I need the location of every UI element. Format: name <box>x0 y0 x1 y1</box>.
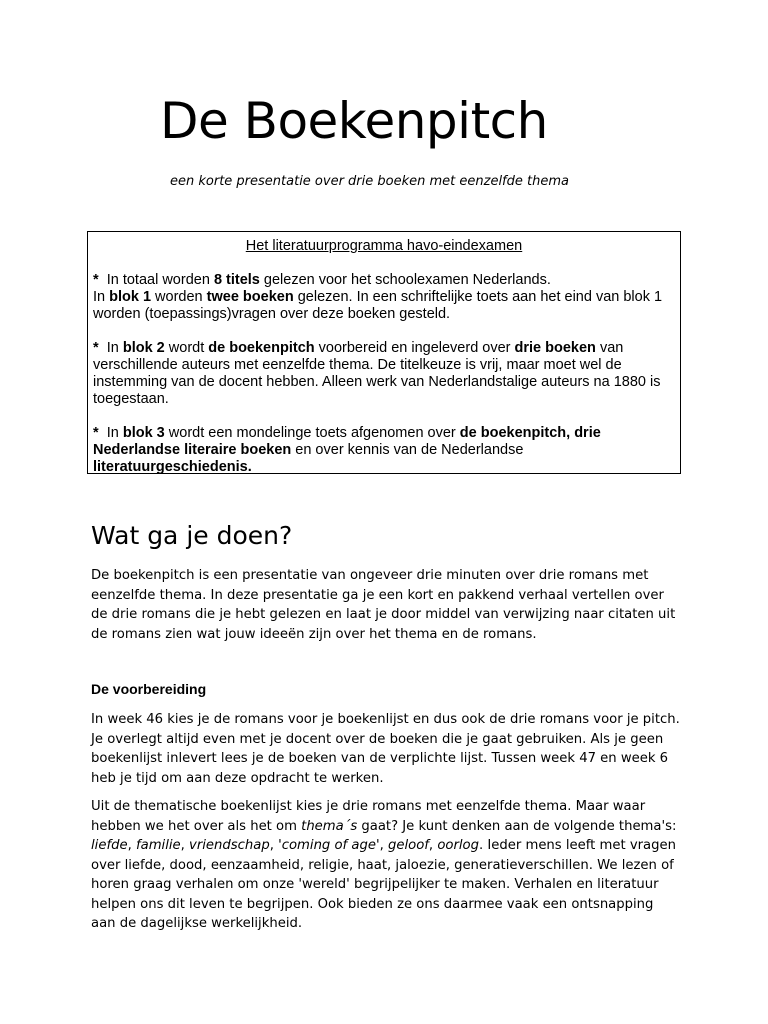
bold-text: twee boeken <box>206 289 294 305</box>
text: In totaal worden <box>106 272 214 288</box>
page-title: De Boekenpitch <box>160 92 548 150</box>
intro-paragraph: De boekenpitch is een presentatie van ongeveer drie minuten over drie romans met eenzelfde thema. In deze presentatie ga je een kort en pakkend verhaal vertellen over de drie romans die je hebt gelezen en laat je door middel van verwijzing naar citaten uit de romans zien wat jouw ideeën zijn over het thema en de romans. <box>91 568 676 642</box>
bold-text: de boekenpitch, drie Nederlandse literaire boeken <box>93 425 601 458</box>
box-item-blok-3 <box>93 425 675 476</box>
text: gaat? Je kunt denken aan de volgende thema's: <box>357 818 677 834</box>
italic-text: geloof <box>387 838 429 853</box>
text: In <box>93 289 110 305</box>
text: Uit de thematische boekenlijst kies je drie romans met eenzelfde thema. Maar waar hebben we het over als het om <box>91 799 646 834</box>
bold-text: drie boeken <box>514 340 596 356</box>
bullet-marker: * <box>93 425 99 441</box>
text: gelezen voor het schoolexamen Nederlands. <box>259 272 551 288</box>
box-heading: Het literatuurprogramma havo-eindexamen <box>245 238 523 254</box>
text: gelezen. In een schriftelijke toets aan het eind van blok 1 worden (toepassings)vragen over deze boeken gesteld. <box>93 289 663 322</box>
bold-text: blok 3 <box>122 425 165 441</box>
italic-text: familie <box>135 838 181 853</box>
box-item-blok-1 <box>93 272 675 323</box>
text: wordt een mondelinge toets afgenomen over <box>164 425 460 441</box>
bold-text: literatuurgeschiedenis. <box>93 459 252 475</box>
text: wordt <box>164 340 209 356</box>
literature-program-box <box>87 231 681 474</box>
italic-text: vriendschap <box>189 838 270 853</box>
italic-text: thema´s <box>301 818 358 834</box>
separator: , <box>127 838 136 853</box>
bold-text: de boekenpitch <box>208 340 315 356</box>
bullet-marker: * <box>93 340 99 356</box>
separator: , <box>180 838 190 853</box>
page-subtitle: een korte presentatie over drie boeken met eenzelfde thema <box>170 174 569 189</box>
text: In <box>106 340 123 356</box>
separator: , <box>269 838 279 853</box>
italic-text: liefde <box>91 838 128 853</box>
bold-text: blok 1 <box>109 289 152 305</box>
theme-paragraph <box>91 797 681 934</box>
section-heading: Wat ga je doen? <box>91 521 293 550</box>
box-item-blok-2 <box>93 340 675 408</box>
text: van verschillende auteurs met eenzelfde thema. De titelkeuze is vrij, maar moet wel de instemming van de docent hebben. Alleen werk van Nederlandstalige auteurs na 1880 is toegestaan. <box>93 340 661 407</box>
text: en over kennis van de Nederlandse <box>291 442 524 458</box>
separator: , <box>379 838 388 853</box>
italic-text: 'coming of age' <box>278 838 380 853</box>
text: worden <box>151 289 207 305</box>
bold-text: blok 2 <box>122 340 165 356</box>
separator: , <box>428 838 438 853</box>
bold-text: 8 titels <box>213 272 260 288</box>
text: In <box>106 425 123 441</box>
italic-text: oorlog <box>437 838 479 853</box>
text: voorbereid en ingeleverd over <box>314 340 515 356</box>
bullet-marker: * <box>93 272 99 288</box>
prep-paragraph: In week 46 kies je de romans voor je boekenlijst en dus ook de drie romans voor je pitch. Je overlegt altijd even met je docent over de boeken die je gaat gebruiken. Als je geen boekenlijst inlevert lees je de boeken van de verplichte lijst. Tussen week 47 en week 6 heb je tijd om aan deze opdracht te werken. <box>91 712 680 786</box>
text: . Ieder mens leeft met vragen over liefde, dood, eenzaamheid, religie, haat, jaloezie, generatieverschillen. We lezen of horen graag verhalen om onze 'wereld' begrijpelijker te maken. Verhalen en literatuur helpen ons dit leven te begrijpen. Ook bieden ze ons daarmee vaak een ontsnapping aan de dagelijkse werkelijkheid. <box>91 838 676 931</box>
subsection-heading: De voorbereiding <box>91 681 207 697</box>
